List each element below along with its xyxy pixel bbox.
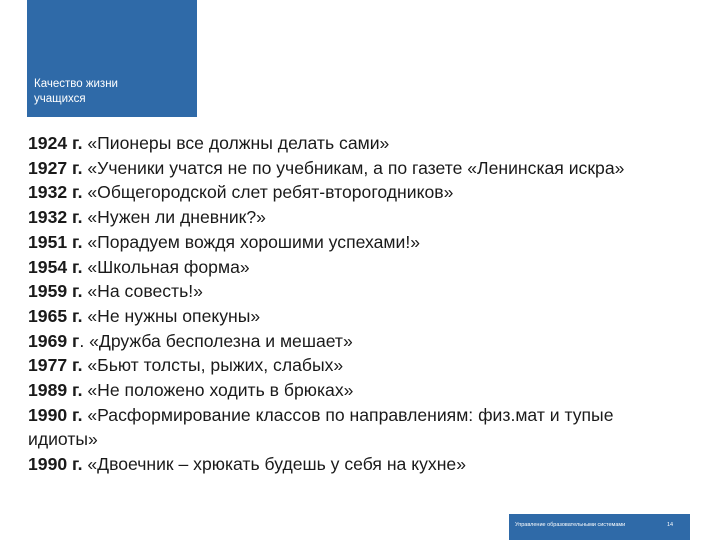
entry-1965: [28, 304, 678, 329]
page-number: 14: [667, 522, 674, 528]
entries-list: [28, 131, 678, 477]
entry-1989: [28, 378, 678, 403]
entry-year: 1951 г.: [28, 231, 83, 252]
entry-text: «Школьная форма»: [82, 256, 250, 277]
footer-bar: [509, 514, 690, 540]
entry-1969: [28, 329, 678, 354]
entry-1924: [28, 131, 678, 156]
entry-text: «Пионеры все должны делать сами»: [82, 133, 390, 153]
entry-year: 1932 г.: [28, 207, 83, 228]
entry-text: «Ученики учатся не по учебникам, а по газете «Ленинская искра»: [82, 157, 625, 178]
entry-text: «Нужен ли дневник?»: [82, 207, 266, 228]
entry-1959: [28, 279, 678, 304]
entry-1927: [28, 156, 678, 181]
title-block: [27, 0, 197, 117]
entry-1954: [28, 255, 678, 280]
entry-year: 1932 г.: [28, 182, 83, 203]
entry-1990-a: [28, 403, 678, 452]
entry-year: 1954 г.: [28, 256, 83, 277]
entry-text: «Бьют толсты, рыжих, слабых»: [82, 355, 344, 376]
entry-year: 1990 г.: [28, 454, 83, 475]
entry-text: «Расформирование классов по направлениям: физ.мат и тупые идиоты»: [28, 404, 614, 450]
slide-title: [34, 77, 118, 107]
slide-title-line-2: учащихся: [34, 93, 86, 105]
entry-text: «На совесть!»: [82, 281, 203, 302]
entry-text: «Общегородской слет ребят-второгодников»: [82, 182, 454, 203]
entry-text: «Не нужны опекуны»: [82, 305, 261, 326]
entry-year: 1965 г.: [28, 305, 83, 326]
entry-year: 1990 г.: [28, 404, 83, 425]
entry-1932-a: [28, 180, 678, 205]
entry-1951: [28, 230, 678, 255]
entry-year: 1927 г.: [28, 157, 83, 178]
entry-text: . «Дружба бесполезна и мешает»: [79, 330, 353, 351]
footer-text: Управление образовательными системами: [515, 522, 626, 528]
entry-1990-b: [28, 452, 678, 477]
entry-1977: [28, 353, 678, 378]
entry-year: 1989 г.: [28, 380, 83, 401]
entry-year: 1969 г: [28, 330, 80, 351]
entry-year: 1977 г.: [28, 355, 83, 376]
entry-1932-b: [28, 205, 678, 230]
entry-text: «Не положено ходить в брюках»: [82, 380, 354, 401]
entry-text: «Порадуем вождя хорошими успехами!»: [82, 231, 420, 252]
slide-title-line-1: Качество жизни: [34, 78, 118, 90]
entry-text: «Двоечник – хрюкать будешь у себя на кухне»: [82, 454, 467, 475]
entry-year: 1959 г.: [28, 281, 83, 302]
entry-year: 1924 г.: [28, 133, 83, 153]
